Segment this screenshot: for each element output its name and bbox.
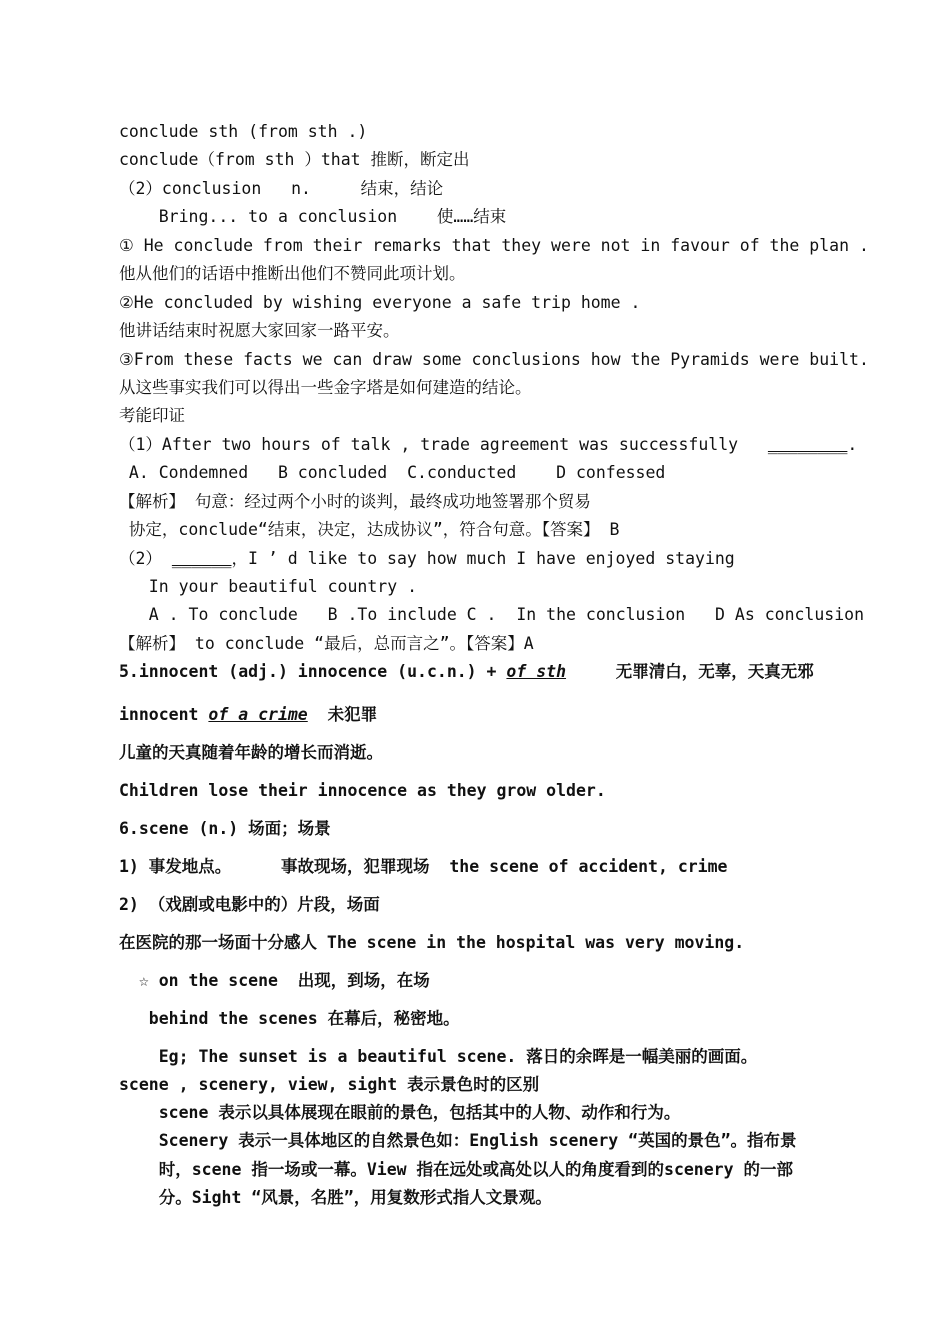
text-line: 他从他们的话语中推断出他们不赞同此项计划。 — [119, 264, 466, 283]
text-line: 他讲话结束时祝愿大家回家一路平安。 — [119, 321, 400, 340]
text-line: scene 表示以具体展现在眼前的景色，包括其中的人物、动作和行为。 — [119, 1103, 681, 1122]
text-line: behind the scenes 在幕后，秘密地。 — [119, 1009, 460, 1028]
text-segment: 未犯罪 — [307, 705, 378, 724]
text-line: 时，scene 指一场或一幕。View 指在远处或高处以人的角度看到的scenery 的一部 — [119, 1160, 793, 1179]
answer-blank: ______ — [171, 549, 232, 568]
text-line: conclude sth (from sth .) — [119, 122, 368, 141]
vocab-heading: 6.scene (n.) 场面；场景 — [119, 819, 331, 838]
section-heading: 考能印证 — [119, 406, 185, 425]
question-line — [119, 547, 735, 571]
text-line: ☆ on the scene 出现，到场，在场 — [119, 971, 430, 990]
text-line: Bring... to a conclusion 使……结束 — [119, 207, 507, 226]
vocab-heading — [119, 660, 814, 684]
explanation-line: 【解析】 to conclude “最后，总而言之”。【答案】A — [119, 634, 534, 653]
text-line: 在医院的那一场面十分感人 The scene in the hospital was very moving. — [119, 933, 745, 952]
options-line: A. Condemned B concluded C.conducted D confessed — [119, 463, 666, 482]
text-line: 分。Sight “风景，名胜”，用复数形式指人文景观。 — [119, 1188, 552, 1207]
text-segment: . — [847, 435, 858, 454]
text-segment: ，I ’ d like to say how much I have enjoyed staying — [231, 549, 735, 568]
text-line: 1) 事发地点。 事故现场，犯罪现场 the scene of accident, crime — [119, 857, 728, 876]
text-segment: of sth — [506, 662, 567, 681]
answer-blank: ________ — [767, 435, 848, 454]
text-line: ① He conclude from their remarks that they were not in favour of the plan . — [119, 236, 869, 255]
text-line: ②He concluded by wishing everyone a safe trip home . — [119, 293, 641, 312]
text-segment: （1）After two hours of talk , trade agreement was successfully — [119, 435, 768, 454]
text-line: conclude（from sth ）that 推断，断定出 — [119, 150, 470, 169]
text-segment: of a crime — [208, 705, 308, 724]
text-line: scene , scenery, view, sight 表示景色时的区别 — [119, 1075, 540, 1094]
options-line: A . To conclude B .To include C . In the conclusion D As conclusion — [119, 605, 865, 624]
text-line: Children lose their innocence as they grow older. — [119, 781, 606, 800]
text-segment: 无罪清白，无辜，天真无邪 — [566, 662, 814, 681]
text-line: ③From these facts we can draw some conclusions how the Pyramids were built. — [119, 350, 869, 369]
text-line: 2) （戏剧或电影中的）片段，场面 — [119, 895, 380, 914]
text-segment: 5.innocent (adj.) innocence (u.c.n.) + — [119, 662, 507, 681]
text-line: Eg; The sunset is a beautiful scene. 落日的余晖是一幅美丽的画面。 — [119, 1047, 758, 1066]
explanation-line: 协定，conclude“结束，决定，达成协议”，符合句意。【答案】 B — [119, 520, 620, 539]
text-line — [119, 703, 377, 727]
question-line — [119, 433, 857, 457]
text-line: In your beautiful country . — [119, 577, 418, 596]
text-line: Scenery 表示一具体地区的自然景色如：English scenery “英国的景色”。指布景 — [119, 1131, 797, 1150]
text-segment: （2） — [119, 549, 172, 568]
text-line: （2）conclusion n. 结束，结论 — [119, 179, 444, 198]
text-line: 从这些事实我们可以得出一些金字塔是如何建造的结论。 — [119, 378, 532, 397]
explanation-line: 【解析】 句意：经过两个小时的谈判，最终成功地签署那个贸易 — [119, 492, 591, 511]
text-line: 儿童的天真随着年龄的增长而消逝。 — [119, 743, 383, 762]
text-segment: innocent — [119, 705, 209, 724]
